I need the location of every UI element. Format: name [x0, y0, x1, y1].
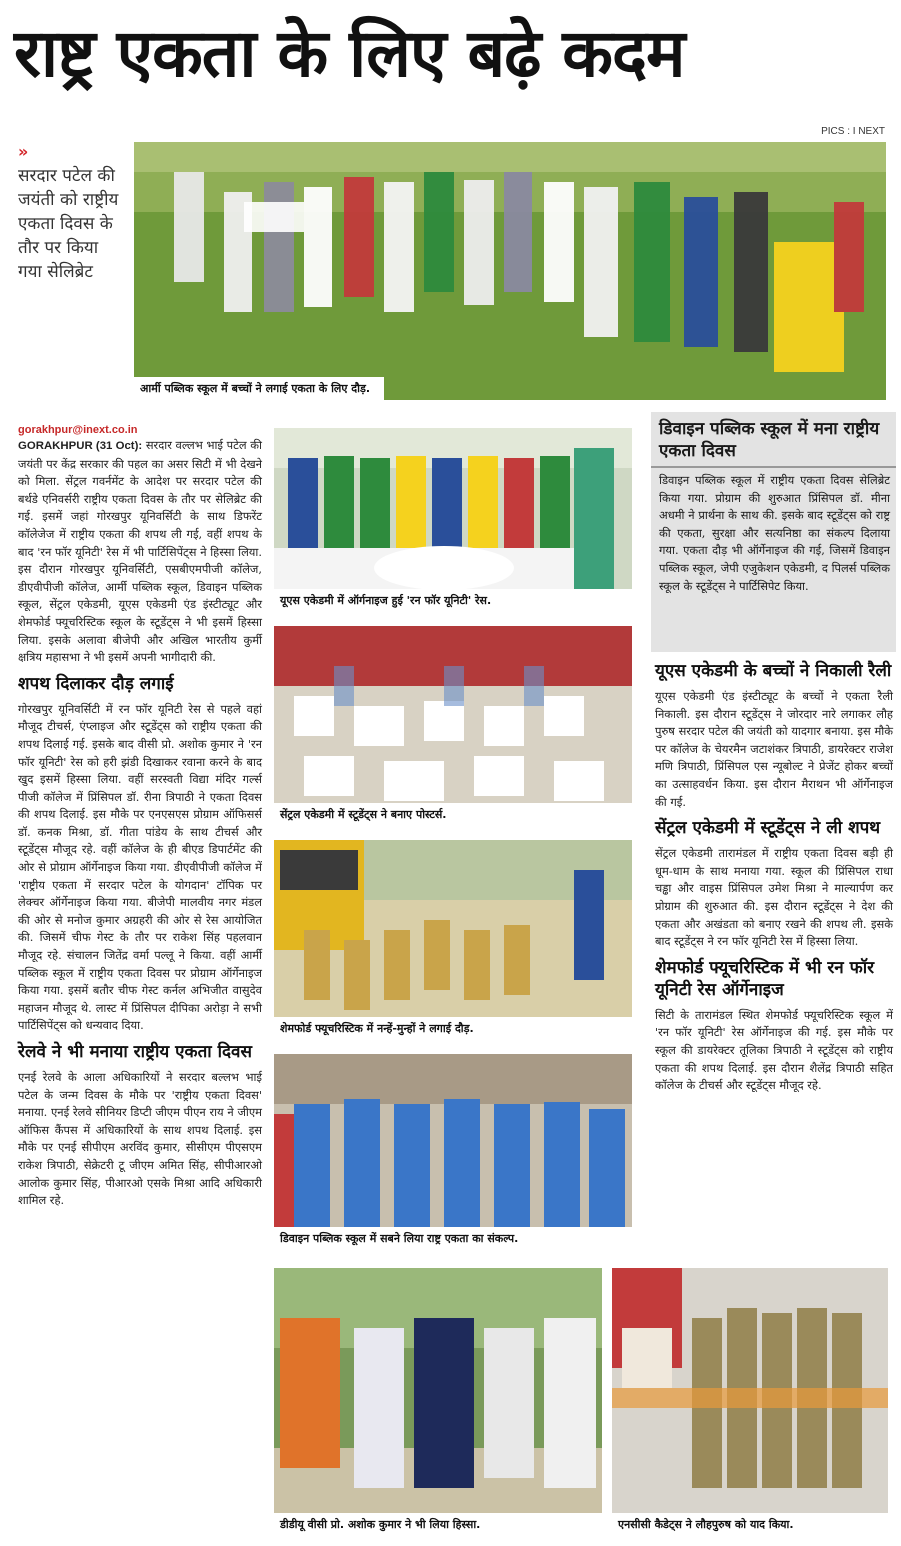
shemford-image — [274, 840, 632, 1040]
photo-vc-run — [274, 1268, 602, 1536]
photo-credit: PICS : I NEXT — [821, 126, 885, 137]
photo-ncc-caption: एनसीसी कैडेट्स ने लौहपुरुष को याद किया. — [612, 1513, 888, 1536]
subhead-oath-run: शपथ दिलाकर दौड़ लगाई — [18, 673, 174, 694]
right-para-3: सेंट्रल एकेडमी तारामंडल में राष्ट्रीय एकता दिवस बड़ी ही धूम-धाम के साथ मनाया गया. स्कूल की प्रिंसिपल राधा चड्ढा और वाइस प्रिंसिपल उमेश मिश्रा ने माल्यार्पण कर प्रोग्राम की शुरुआत की. इस दौरान स्टूडेंट्स ने देश की एकता और अखंडता को बनाए रखने की शपथ ली. इसके बाद स्टूडेंट्स ने रन फॉर यूनिटी रेस में हिस्सा लिया. — [655, 846, 893, 949]
photo-us-academy-caption: यूएस एकेडमी में ऑर्गनाइज हुई 'रन फॉर यूनिटी' रेस. — [274, 589, 632, 612]
box-body: डिवाइन पब्लिक स्कूल में राष्ट्रीय एकता दिवस सेलिब्रेट किया गया. प्रोग्राम की शुरुआत प्रिंसिपल डॉ. मीना अधमी ने प्रार्थना के साथ की. इसके बाद स्टूडेंट्स को राष्ट्र की एकता, सुरक्षा और सत्यनिष्ठा का संकल्प दिलाया गया. एकता दौड़ भी ऑर्गेनाइज की गई, जिसमें डिवाइन पब्लिक स्कूल, जेपी एजुकेशन एकेडमी, द पिलर्स पब्लिक स्कूल के स्टूडेंट्स ने पार्टिसिपेट किया. — [659, 473, 890, 593]
left-column — [18, 437, 262, 1210]
box-heading: डिवाइन पब्लिक स्कूल में मना राष्ट्रीय एकता दिवस — [651, 412, 896, 468]
subhead-railway: रेलवे ने भी मनाया राष्ट्रीय एकता दिवस — [18, 1042, 252, 1062]
running-students-image — [134, 142, 886, 400]
article-para-3: एनई रेलवे के आला अधिकारियों ने सरदार बल्लभ भाई पटेल के जन्म दिवस के मौके पर 'राष्ट्रीय एकता दिवस' मनाया. एनई रेलवे सीनियर डिप्टी जीएम पीएन राय ने जीएम ऑफिस कैंपस में अधिकारियों के साथ शपथ दिलाई. इस मौके पर एनई सीपीएम अरविंद कुमार, सीसीएम पीएसएम राकेश त्रिपाठी, सेक्रेटरी टू जीएम अमित सिंह, सीपीआरओ आलोक कुमार सिंह, पीआरओ एसके मिश्रा आदि अधिकारी शामिल रहे. — [18, 1070, 262, 1208]
right-column — [655, 654, 893, 1095]
article-para-2: गोरखपुर यूनिवर्सिटी में रन फॉर यूनिटी रेस से पहले वहां मौजूद टीचर्स, एंप्लाइज और स्टूडेंट्स को राष्ट्रीय एकता की शपथ दिलाई गई. इसके बाद वीसी प्रो. अशोक कुमार ने 'रन फॉर यूनिटी' रेस को हरी झंडी दिखाकर रवाना करने के बाद खुद इसमें हिस्सा लिया. वहीं सरस्वती विद्या मंदिर गर्ल्स पीजी कॉलेज में प्रिंसिपल डॉ. रीना त्रिपाठी ने एकता दिवस की शपथ दिलाई. इस मौके पर एनएसएस प्रोग्राम ऑफिसर्स डॉ. कनक मिश्रा, डॉ. गीता पांडेय के साथ टीचर्स और स्टूडेंट्स मौजूद रहे. वहीं कॉलेज के ही बीएड डिपार्टमेंट की ओर से प्रोग्राम ऑर्गेनाइज किया गया. डीएवीपीजी कॉलेज में 'राष्ट्रीय एकता में सरदार पटेल के योगदान' टॉपिक पर लेक्चर ऑर्गेनाइज किया गया. बीजेपी मालवीय नगर मंडल की ओर से मनोज कुमार अग्रहरी की ओर से रेस आयोजित की. जिसमें चीफ गेस्ट के तौर पर राकेश सिंह पहलवान मौजूद रहे. संचालन जितेंद्र वर्मा पल्लू ने किया. वहीं आर्मी पब्लिक स्कूल में राष्ट्रीय एकता दिवस पर प्रोग्राम ऑर्गेनाइज किया गया. इसमें बतौर चीफ गेस्ट कर्नल अभिजीत वासुदेव महाजन मौजूद थे. लास्ट में प्रिंसिपल दीपिका अरोड़ा ने सभी पार्टिसिपेंट्स को धन्यवाद दिया. — [18, 701, 262, 1033]
photo-shemford-caption: शेमफोर्ड फ्यूचरिस्टिक में नन्हें-मुन्हों ने लगाई दौड़. — [274, 1017, 632, 1040]
vc-run-image — [274, 1268, 602, 1536]
article-para-1: सरदार वल्लभ भाई पटेल की जयंती पर केंद्र सरकार की पहल का असर सिटी में भी देखने को मिला. सेंट्रल गवर्नमेंट के आदेश पर सरदार पटेल की बर्थडे एनिवर्सरी राष्ट्रीय एकता दिवस के तौर पर सेलिब्रेट की गई. इसमें जहां गोरखपुर यूनिवर्सिटी के साथ डिफरेंट कॉलेजेज में राष्ट्रीय एकता की शपथ ली गई, वहीं शपथ के बाद 'रन फॉर यूनिटी' रेस में भी पार्टिसिपेंट्स ने हिस्सा लिया. इस दौरान गोरखपुर यूनिवर्सिटी, एसबीएमपीजी कॉलेज, डीएवीपीजी कॉलेज, आर्मी पब्लिक स्कूल, डिवाइन पब्लिक स्कूल, सेंट्रल एकेडमी, यूएस एकेडमी एंड इंस्टीट्यूट और शेमफोर्ड फ्यूचरिस्टिक स्कूल के स्टूडेंट्स ने भी इसमें हिस्सा लिया. इसके अलावा बीजेपी और अखिल भारतीय कुर्मी क्षत्रिय महासभा ने भी इसमें अपनी भागीदारी की. — [18, 438, 262, 665]
intro-text: सरदार पटेल की जयंती को राष्ट्रीय एकता दिवस के तौर पर किया गया सेलिब्रेट — [18, 166, 119, 282]
ncc-cadets-image — [612, 1268, 888, 1536]
right-para-2: यूएस एकेडमी एंड इंस्टीट्यूट के बच्चों ने एकता रैली निकाली. इस दौरान स्टूडेंट्स ने जोरदार नारे लगाकर लौह पुरुष सरदार पटेल की जयंती को यादगार बनाया. इस मौके पर कॉलेज के चेयरमैन जटाशंकर त्रिपाठी, डायरेक्टर राजेश मणि त्रिपाठी, प्रिंसिपल एस न्यूबोल्ट ने प्रेजेंट होकर बच्चों का उत्साहवर्धन किया. इस दौरान मैराथन भी ऑर्गेनाइज की गई. — [655, 689, 893, 809]
subhead-shemford: शेमफोर्ड फ्यूचरिस्टिक में भी रन फॉर यूनिटी रेस ऑर्गेनाइज — [655, 957, 875, 1000]
dateline: GORAKHPUR (31 Oct): — [18, 440, 143, 452]
chevron-right-icon: » — [18, 142, 29, 161]
right-para-4: सिटी के तारामंडल स्थित शेमफोर्ड फ्यूचरिस्टिक स्कूल में 'रन फॉर यूनिटी' रेस ऑर्गेनाइज की गई. इस मौके पर स्कूल की डायरेक्टर तूलिका त्रिपाठी ने स्टूडेंट्स को राष्ट्रीय एकता की शपथ दिलाई. इस दौरान शैलेंद्र त्रिपाठी सहित कॉलेज के टीचर्स और स्टूडेंट्स मौजूद रहे. — [655, 1007, 893, 1093]
photo-ncc — [612, 1268, 888, 1536]
photo-central-academy — [274, 626, 632, 826]
photo-us-academy — [274, 428, 632, 612]
divine-school-box — [651, 412, 896, 652]
reporter-email: gorakhpur@inext.co.in — [18, 424, 138, 436]
main-photo-caption: आर्मी पब्लिक स्कूल में बच्चों ने लगाई एकता के लिए दौड़. — [134, 377, 384, 400]
main-photo — [134, 142, 886, 400]
photo-divine — [274, 1054, 632, 1250]
photo-vc-run-caption: डीडीयू वीसी प्रो. अशोक कुमार ने भी लिया हिस्सा. — [274, 1513, 602, 1536]
central-academy-image — [274, 626, 632, 826]
photo-central-academy-caption: सेंट्रल एकेडमी में स्टूडेंट्स ने बनाए पोस्टर्स. — [274, 803, 632, 826]
subhead-central-academy: सेंट्रल एकेडमी में स्टूडेंट्स ने ली शपथ — [655, 818, 881, 839]
photo-divine-caption: डिवाइन पब्लिक स्कूल में सबने लिया राष्ट्र एकता का संकल्प. — [274, 1227, 632, 1250]
us-academy-image — [274, 428, 632, 612]
subhead-us-academy: यूएस एकेडमी के बच्चों ने निकाली रैली — [655, 661, 892, 681]
photo-shemford — [274, 840, 632, 1040]
divine-school-image — [274, 1054, 632, 1250]
page-headline: राष्ट्र एकता के लिए बढ़े कदम — [14, 15, 685, 92]
